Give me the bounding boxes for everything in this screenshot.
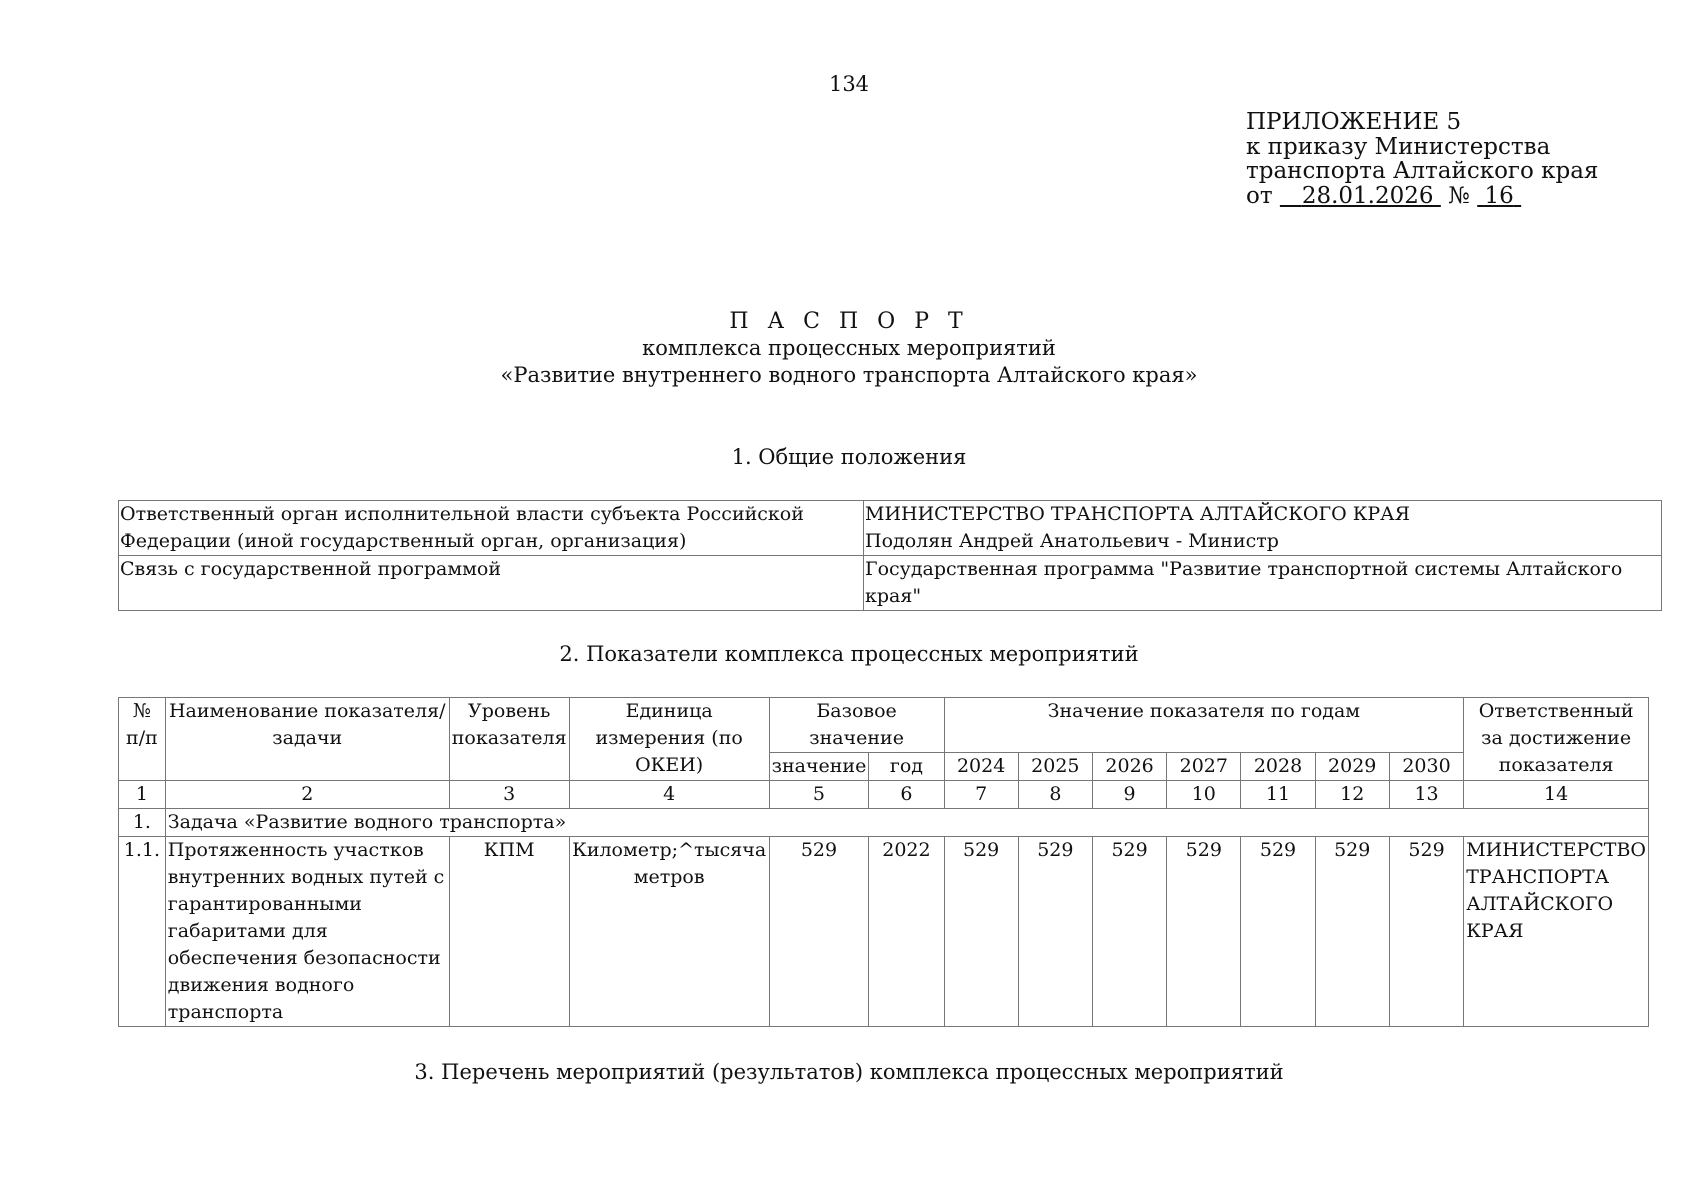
- header-year: 2024: [944, 753, 1018, 781]
- indicator-value: 529: [1167, 837, 1241, 1027]
- indicator-value: 529: [1315, 837, 1389, 1027]
- section-3-heading: 3. Перечень мероприятий (результатов) комплекса процессных мероприятий: [414, 1060, 1284, 1084]
- header-level: Уровень показателя: [449, 698, 569, 781]
- col-number: 8: [1018, 781, 1092, 809]
- header-year: 2025: [1018, 753, 1092, 781]
- header-year: 2026: [1092, 753, 1166, 781]
- col-number: 7: [944, 781, 1018, 809]
- indicator-unit: Километр;^тысяча метров: [569, 837, 769, 1027]
- indicator-base-year: 2022: [869, 837, 944, 1027]
- order-number-value: 16: [1484, 182, 1514, 209]
- number-prefix: №: [1448, 182, 1470, 209]
- date-prefix: от: [1246, 182, 1273, 209]
- header-base-value: значение: [769, 753, 869, 781]
- header-name: Наименование показателя/задачи: [165, 698, 449, 781]
- col-number: 12: [1315, 781, 1389, 809]
- indicator-value: 529: [1241, 837, 1315, 1027]
- document-name: «Развитие внутреннего водного транспорта Алтайского края»: [500, 363, 1198, 387]
- document-title: П А С П О Р Т: [729, 309, 969, 334]
- table-row: [119, 501, 1662, 556]
- header-year: 2030: [1389, 753, 1463, 781]
- document-title-block: [0, 308, 1698, 389]
- col-number: 11: [1241, 781, 1315, 809]
- header-year: 2028: [1241, 753, 1315, 781]
- indicator-value: 529: [944, 837, 1018, 1027]
- indicator-base-value: 529: [769, 837, 869, 1027]
- task-text: Задача «Развитие водного транспорта»: [165, 809, 1648, 837]
- header-years-group: Значение показателя по годам: [944, 698, 1464, 753]
- section-2-heading: 2. Показатели комплекса процессных мероприятий: [559, 642, 1139, 666]
- responsible-authority-value: [864, 501, 1662, 556]
- col-number: 4: [569, 781, 769, 809]
- header-base-year: год: [869, 753, 944, 781]
- col-number: 3: [449, 781, 569, 809]
- header-unit: Единица измерения (по ОКЕИ): [569, 698, 769, 781]
- order-date-value: 28.01.2026: [1301, 182, 1434, 209]
- appendix-block: [1246, 110, 1598, 208]
- task-num: 1.: [119, 809, 166, 837]
- responsible-authority-label: Ответственный орган исполнительной власти субъекта Российской Федерации (иной государственный орган, организация): [119, 501, 864, 556]
- ministry-name: МИНИСТЕРСТВО ТРАНСПОРТА АЛТАЙСКОГО КРАЯ: [865, 503, 1410, 525]
- indicator-value: 529: [1389, 837, 1463, 1027]
- table-row: [119, 556, 1662, 611]
- header-responsible: Ответственный за достижение показателя: [1464, 698, 1649, 781]
- header-base: Базовое значение: [769, 698, 944, 753]
- appendix-date-line: [1246, 184, 1598, 209]
- indicator-name: Протяженность участков внутренних водных путей с гарантированными габаритами для обеспечения безопасности движения водного транспорта: [165, 837, 449, 1027]
- indicator-level: КПМ: [449, 837, 569, 1027]
- col-number: 9: [1092, 781, 1166, 809]
- column-number-row: [119, 781, 1649, 809]
- appendix-title: ПРИЛОЖЕНИЕ 5: [1246, 109, 1462, 135]
- header-year: 2027: [1167, 753, 1241, 781]
- minister-name: Подолян Андрей Анатольевич - Министр: [865, 530, 1279, 552]
- page-number: 134: [828, 72, 870, 96]
- task-row: [119, 809, 1649, 837]
- col-number: 1: [119, 781, 166, 809]
- header-num: № п/п: [119, 698, 166, 781]
- indicator-value: 529: [1092, 837, 1166, 1027]
- document-subtitle: комплекса процессных мероприятий: [642, 336, 1056, 360]
- col-number: 6: [869, 781, 944, 809]
- section-1-heading: 1. Общие положения: [731, 445, 967, 469]
- indicator-responsible: МИНИСТЕРСТВО ТРАНСПОРТА АЛТАЙСКОГО КРАЯ: [1464, 837, 1649, 1027]
- col-number: 10: [1167, 781, 1241, 809]
- program-link-label: Связь с государственной программой: [119, 556, 864, 611]
- general-provisions-table: [118, 500, 1662, 611]
- indicators-table: [118, 697, 1649, 1027]
- appendix-line-1: к приказу Министерства: [1246, 133, 1551, 160]
- header-row: [119, 698, 1649, 753]
- indicator-num: 1.1.: [119, 837, 166, 1027]
- col-number: 14: [1464, 781, 1649, 809]
- col-number: 13: [1389, 781, 1463, 809]
- order-number: [1477, 183, 1521, 209]
- indicator-row: [119, 837, 1649, 1027]
- program-link-value: Государственная программа "Развитие транспортной системы Алтайского края": [864, 556, 1662, 611]
- order-date: [1280, 183, 1441, 209]
- appendix-line-2: транспорта Алтайского края: [1246, 158, 1599, 184]
- indicator-value: 529: [1018, 837, 1092, 1027]
- col-number: 5: [769, 781, 869, 809]
- col-number: 2: [165, 781, 449, 809]
- header-year: 2029: [1315, 753, 1389, 781]
